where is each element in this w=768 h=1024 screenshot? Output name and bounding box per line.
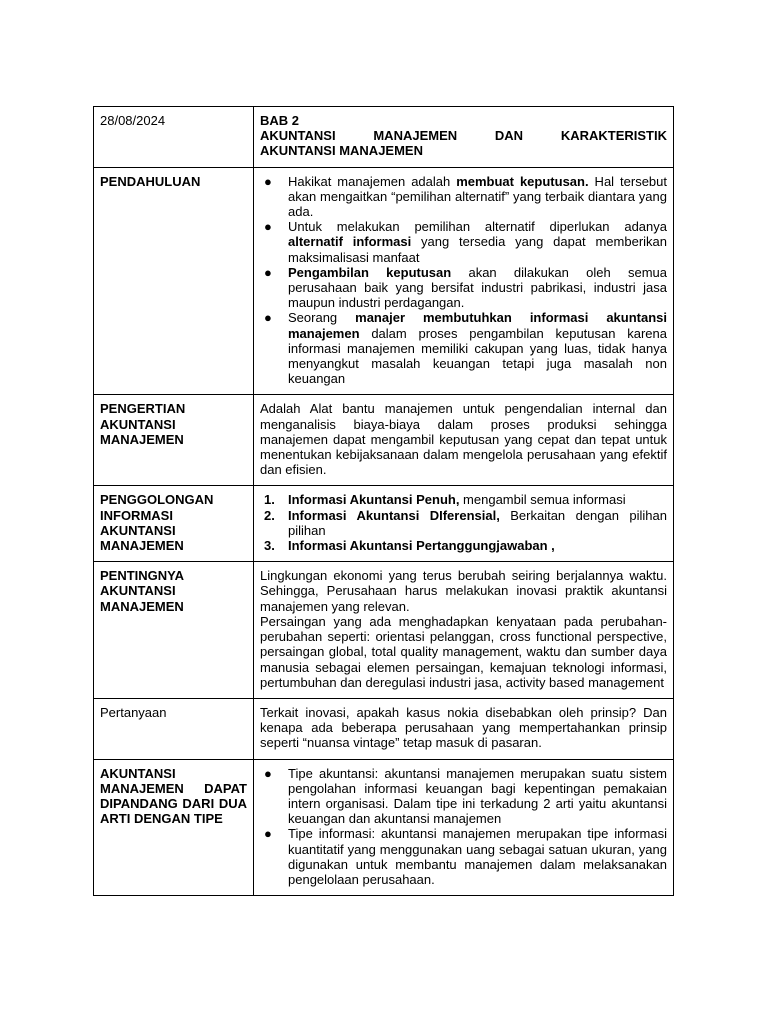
text-run: Tipe informasi: akuntansi manajemen merupakan tipe informasi kuantitatif yang menggunakan uang sebagai satuan ukuran, yang digunakan untuk membantu manajemen dalam melaksanakan pengelolaan perusahaan. <box>288 826 667 887</box>
list-item <box>260 492 667 507</box>
row-label <box>94 167 254 395</box>
row-label <box>94 698 254 759</box>
row-label <box>94 486 254 562</box>
pertanyaan-label: Pertanyaan <box>100 704 167 720</box>
chapter-heading <box>260 113 667 159</box>
row-label <box>94 562 254 699</box>
bullet-icon: ● <box>264 310 272 326</box>
pentingnya-paragraph-1: Lingkungan ekonomi yang terus berubah seiring berjalannya waktu. Sehingga, Perusahaan harus melakukan inovasi praktik akuntansi manajemen yang relevan. <box>260 568 667 614</box>
text-run: yang tersedia yang dapat memberikan maksimalisasi manfaat <box>288 234 667 265</box>
text-run: Hal tersebut akan mengaitkan “pemilihan alternatif” yang terbaik diantara yang ada. <box>288 173 667 220</box>
dua-arti-label: AKUNTANSI MANAJEMEN DAPAT DIPANDANG DARI DUA ARTI DENGAN TIPE <box>100 765 247 827</box>
penggolongan-label: PENGGOLONGAN INFORMASI AKUNTANSI MANAJEMEN <box>100 492 214 554</box>
item-number: 1. <box>264 492 275 508</box>
table-row-pendahuluan <box>94 167 674 395</box>
date-text: 28/08/2024 <box>100 113 166 128</box>
text-run: Seorang <box>288 310 356 326</box>
table-row-pertanyaan <box>94 698 674 759</box>
list-item <box>260 310 667 386</box>
chapter-title-line1: AKUNTANSI MANAJEMEN DAN KARAKTERISTIK <box>260 128 667 144</box>
pendahuluan-list <box>260 174 667 387</box>
pengertian-text: Adalah Alat bantu manajemen untuk pengendalian internal dan menganalisis biaya-biaya dalam proses produksi sehingga manajemen dapat mengambil keputusan yang cepat dan tepat untuk menentukan kebijaksanaan dalam mengelola perusahaan yang efektif dan efisien. <box>260 401 667 478</box>
chapter-number: BAB 2 <box>260 113 300 128</box>
bold-run: Informasi Akuntansi Pertanggungjawaban , <box>288 538 555 554</box>
row-content <box>254 167 674 395</box>
list-item <box>260 538 667 553</box>
bold-run: Pengambilan keputusan <box>288 264 452 280</box>
chapter-cell <box>254 107 674 168</box>
row-content <box>254 486 674 562</box>
date-cell <box>94 107 254 168</box>
pertanyaan-text: Terkait inovasi, apakah kasus nokia disebabkan oleh prinsip? Dan kenapa ada beberapa perusahaan yang mempertahankan prinsip seperti “nuansa vintage” tetap masuk di pasaran. <box>260 704 667 751</box>
bullet-icon: ● <box>264 173 272 189</box>
table-row-pengertian <box>94 395 674 486</box>
dua-arti-list <box>260 766 667 888</box>
item-number: 3. <box>264 538 275 554</box>
row-content <box>254 759 674 896</box>
list-item <box>260 265 667 311</box>
table-row-header <box>94 107 674 168</box>
bold-run: membuat keputusan. <box>456 173 589 189</box>
list-item <box>260 219 667 265</box>
text-run: Hakikat manajemen adalah <box>288 173 457 189</box>
table-row-pentingnya <box>94 562 674 699</box>
text-run: mengambil semua informasi <box>459 492 626 508</box>
bold-run: manajer membutuhkan informasi akuntansi manajemen <box>288 310 667 341</box>
pentingnya-label: PENTINGNYA AKUNTANSI MANAJEMEN <box>100 568 185 614</box>
item-number: 2. <box>264 507 275 523</box>
row-label <box>94 395 254 486</box>
list-item <box>260 826 667 887</box>
bold-run: Informasi Akuntansi DIferensial, <box>288 507 500 523</box>
row-content <box>254 562 674 699</box>
chapter-title-line2: AKUNTANSI MANAJEMEN <box>260 143 423 159</box>
list-item <box>260 766 667 827</box>
penggolongan-list <box>260 492 667 553</box>
list-item <box>260 174 667 220</box>
pendahuluan-label: PENDAHULUAN <box>100 173 201 189</box>
bold-run: Informasi Akuntansi Penuh, <box>288 492 460 508</box>
text-run: Berkaitan dengan pilihan pilihan <box>288 507 667 538</box>
row-content <box>254 698 674 759</box>
list-item <box>260 508 667 538</box>
notes-table <box>93 106 674 896</box>
table-row-dua-arti <box>94 759 674 896</box>
bold-run: alternatif informasi <box>288 234 412 250</box>
text-run: Tipe akuntansi: akuntansi manajemen merupakan suatu sistem pengolahan informasi keuangan bagi kepentingan pemakaian intern organisasi. Dalam tipe ini terkadung 2 arti yaitu akuntansi keuangan dan akuntansi manajemen <box>288 765 667 827</box>
bullet-icon: ● <box>264 264 272 280</box>
bullet-icon: ● <box>264 219 272 235</box>
row-label <box>94 759 254 896</box>
row-content <box>254 395 674 486</box>
text-run: Untuk melakukan pemilihan alternatif diperlukan adanya <box>288 219 667 235</box>
pentingnya-paragraph-2: Persaingan yang ada menghadapkan kenyataan pada perubahan-perubahan seperti: orientasi pelanggan, cross functional perspective, persaingan global, total quality management, waktu dan sumber daya manusia sebagai elemen persaingan, kemajuan teknologi informasi, pertumbuhan dan deregulasi industri jasa, activity based management <box>260 613 667 690</box>
text-run: akan dilakukan oleh semua perusahaan baik yang bersifat industri pabrikasi, industri jasa maupun industri perdagangan. <box>288 264 667 311</box>
bullet-icon: ● <box>264 826 272 842</box>
pengertian-label: PENGERTIAN AKUNTANSI MANAJEMEN <box>100 401 186 447</box>
text-run: dalam proses pengambilan keputusan karena informasi manajemen memiliki cakupan yang luas, tidak hanya menyangkut masalah keuangan tetapi juga masalah non keuangan <box>288 325 667 387</box>
table-row-penggolongan <box>94 486 674 562</box>
bullet-icon: ● <box>264 765 272 781</box>
